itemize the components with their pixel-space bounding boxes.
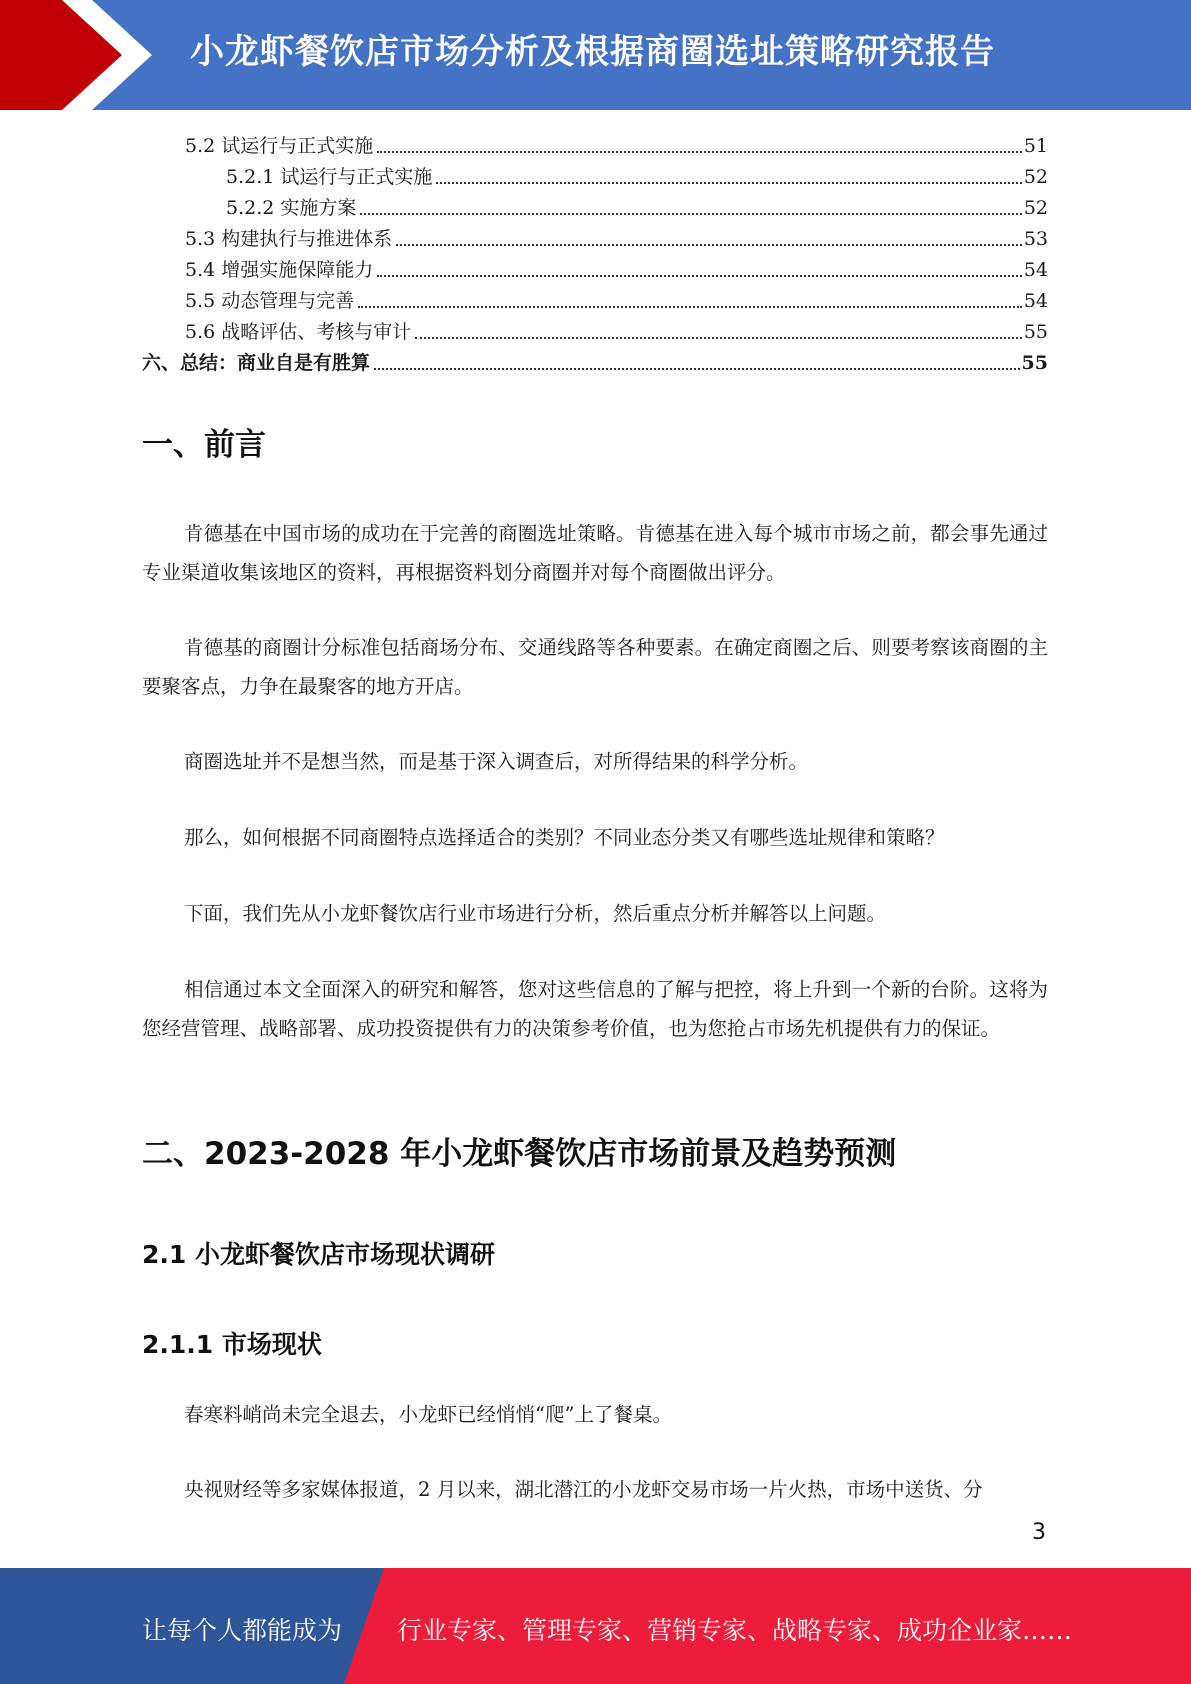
toc-dot-leader: [377, 151, 1022, 153]
toc-entry[interactable]: [142, 283, 1048, 314]
toc-entry-label: 5.2.2 实施方案: [226, 197, 357, 219]
paragraph: 商圈选址并不是想当然，而是基于深入调查后，对所得结果的科学分析。: [184, 750, 809, 773]
toc-entry-page: 55: [1023, 321, 1048, 343]
toc-entry-page: 51: [1023, 135, 1048, 157]
toc-entry-label: 六、总结：商业自是有胜算: [142, 352, 371, 374]
toc-dot-leader: [358, 306, 1022, 308]
toc-dot-leader: [415, 337, 1022, 339]
footer-slogan-left: 让每个人都能成为: [142, 1616, 343, 1645]
section-heading-forecast: 二、2023-2028 年小龙虾餐饮店市场前景及趋势预测: [142, 1136, 897, 1172]
section-heading-preface: 一、前言: [142, 427, 266, 463]
toc-entry[interactable]: [142, 190, 1048, 221]
subsubsection-heading: 2.1.1 市场现状: [142, 1330, 322, 1359]
toc-entry-label: 5.4 增强实施保障能力: [185, 259, 374, 281]
toc-dot-leader: [436, 182, 1021, 184]
table-of-contents: [142, 128, 1048, 376]
paragraph: 那么，如何根据不同商圈特点选择适合的类别？不同业态分类又有哪些选址规律和策略？: [184, 826, 945, 849]
toc-dot-leader: [377, 275, 1022, 277]
toc-entry-page: 54: [1023, 259, 1048, 281]
toc-entry[interactable]: [142, 252, 1048, 283]
toc-entry[interactable]: [142, 128, 1048, 159]
toc-dot-leader: [360, 213, 1021, 215]
footer-banner: [0, 1568, 1191, 1684]
toc-entry-label: 5.6 战略评估、考核与审计: [185, 321, 412, 343]
toc-entry-label: 5.2 试运行与正式实施: [185, 135, 374, 157]
toc-entry[interactable]: [142, 314, 1048, 345]
toc-dot-leader: [396, 244, 1022, 246]
toc-entry-label: 5.2.1 试运行与正式实施: [226, 166, 433, 188]
toc-entry-page: 55: [1021, 352, 1048, 374]
toc-entry-page: 52: [1023, 197, 1048, 219]
subsection-heading: 2.1 小龙虾餐饮店市场现状调研: [142, 1240, 495, 1269]
footer-slogan-right: 行业专家、管理专家、营销专家、战略专家、成功企业家……: [397, 1616, 1073, 1645]
header-banner: [0, 0, 1191, 110]
page-number: 3: [1032, 1520, 1046, 1545]
paragraph: 肯德基的商圈计分标准包括商场分布、交通线路等各种要素。在确定商圈之后、则要考察该商圈的主要聚客点，力争在最聚客的地方开店。: [142, 636, 1048, 698]
document-title: 小龙虾餐饮店市场分析及根据商圈选址策略研究报告: [190, 32, 995, 72]
toc-entry-page: 54: [1023, 290, 1048, 312]
toc-entry[interactable]: [142, 159, 1048, 190]
paragraph: 央视财经等多家媒体报道，2 月以来，湖北潜江的小龙虾交易市场一片火热，市场中送货、分: [184, 1478, 983, 1501]
toc-entry[interactable]: [142, 345, 1048, 376]
paragraph: 相信通过本文全面深入的研究和解答，您对这些信息的了解与把控，将上升到一个新的台阶。这将为您经营管理、战略部署、成功投资提供有力的决策参考价值，也为您抢占市场先机提供有力的保证。: [142, 978, 1048, 1040]
toc-entry[interactable]: [142, 221, 1048, 252]
toc-dot-leader: [374, 368, 1020, 370]
paragraph: 春寒料峭尚未完全退去，小龙虾已经悄悄“爬”上了餐桌。: [184, 1403, 672, 1426]
toc-entry-label: 5.5 动态管理与完善: [185, 290, 355, 312]
toc-entry-label: 5.3 构建执行与推进体系: [185, 228, 393, 250]
toc-entry-page: 53: [1023, 228, 1048, 250]
toc-entry-page: 52: [1023, 166, 1048, 188]
paragraph: 下面，我们先从小龙虾餐饮店行业市场进行分析，然后重点分析并解答以上问题。: [184, 902, 887, 925]
paragraph: 肯德基在中国市场的成功在于完善的商圈选址策略。肯德基在进入每个城市市场之前，都会事先通过专业渠道收集该地区的资料，再根据资料划分商圈并对每个商圈做出评分。: [142, 522, 1048, 584]
